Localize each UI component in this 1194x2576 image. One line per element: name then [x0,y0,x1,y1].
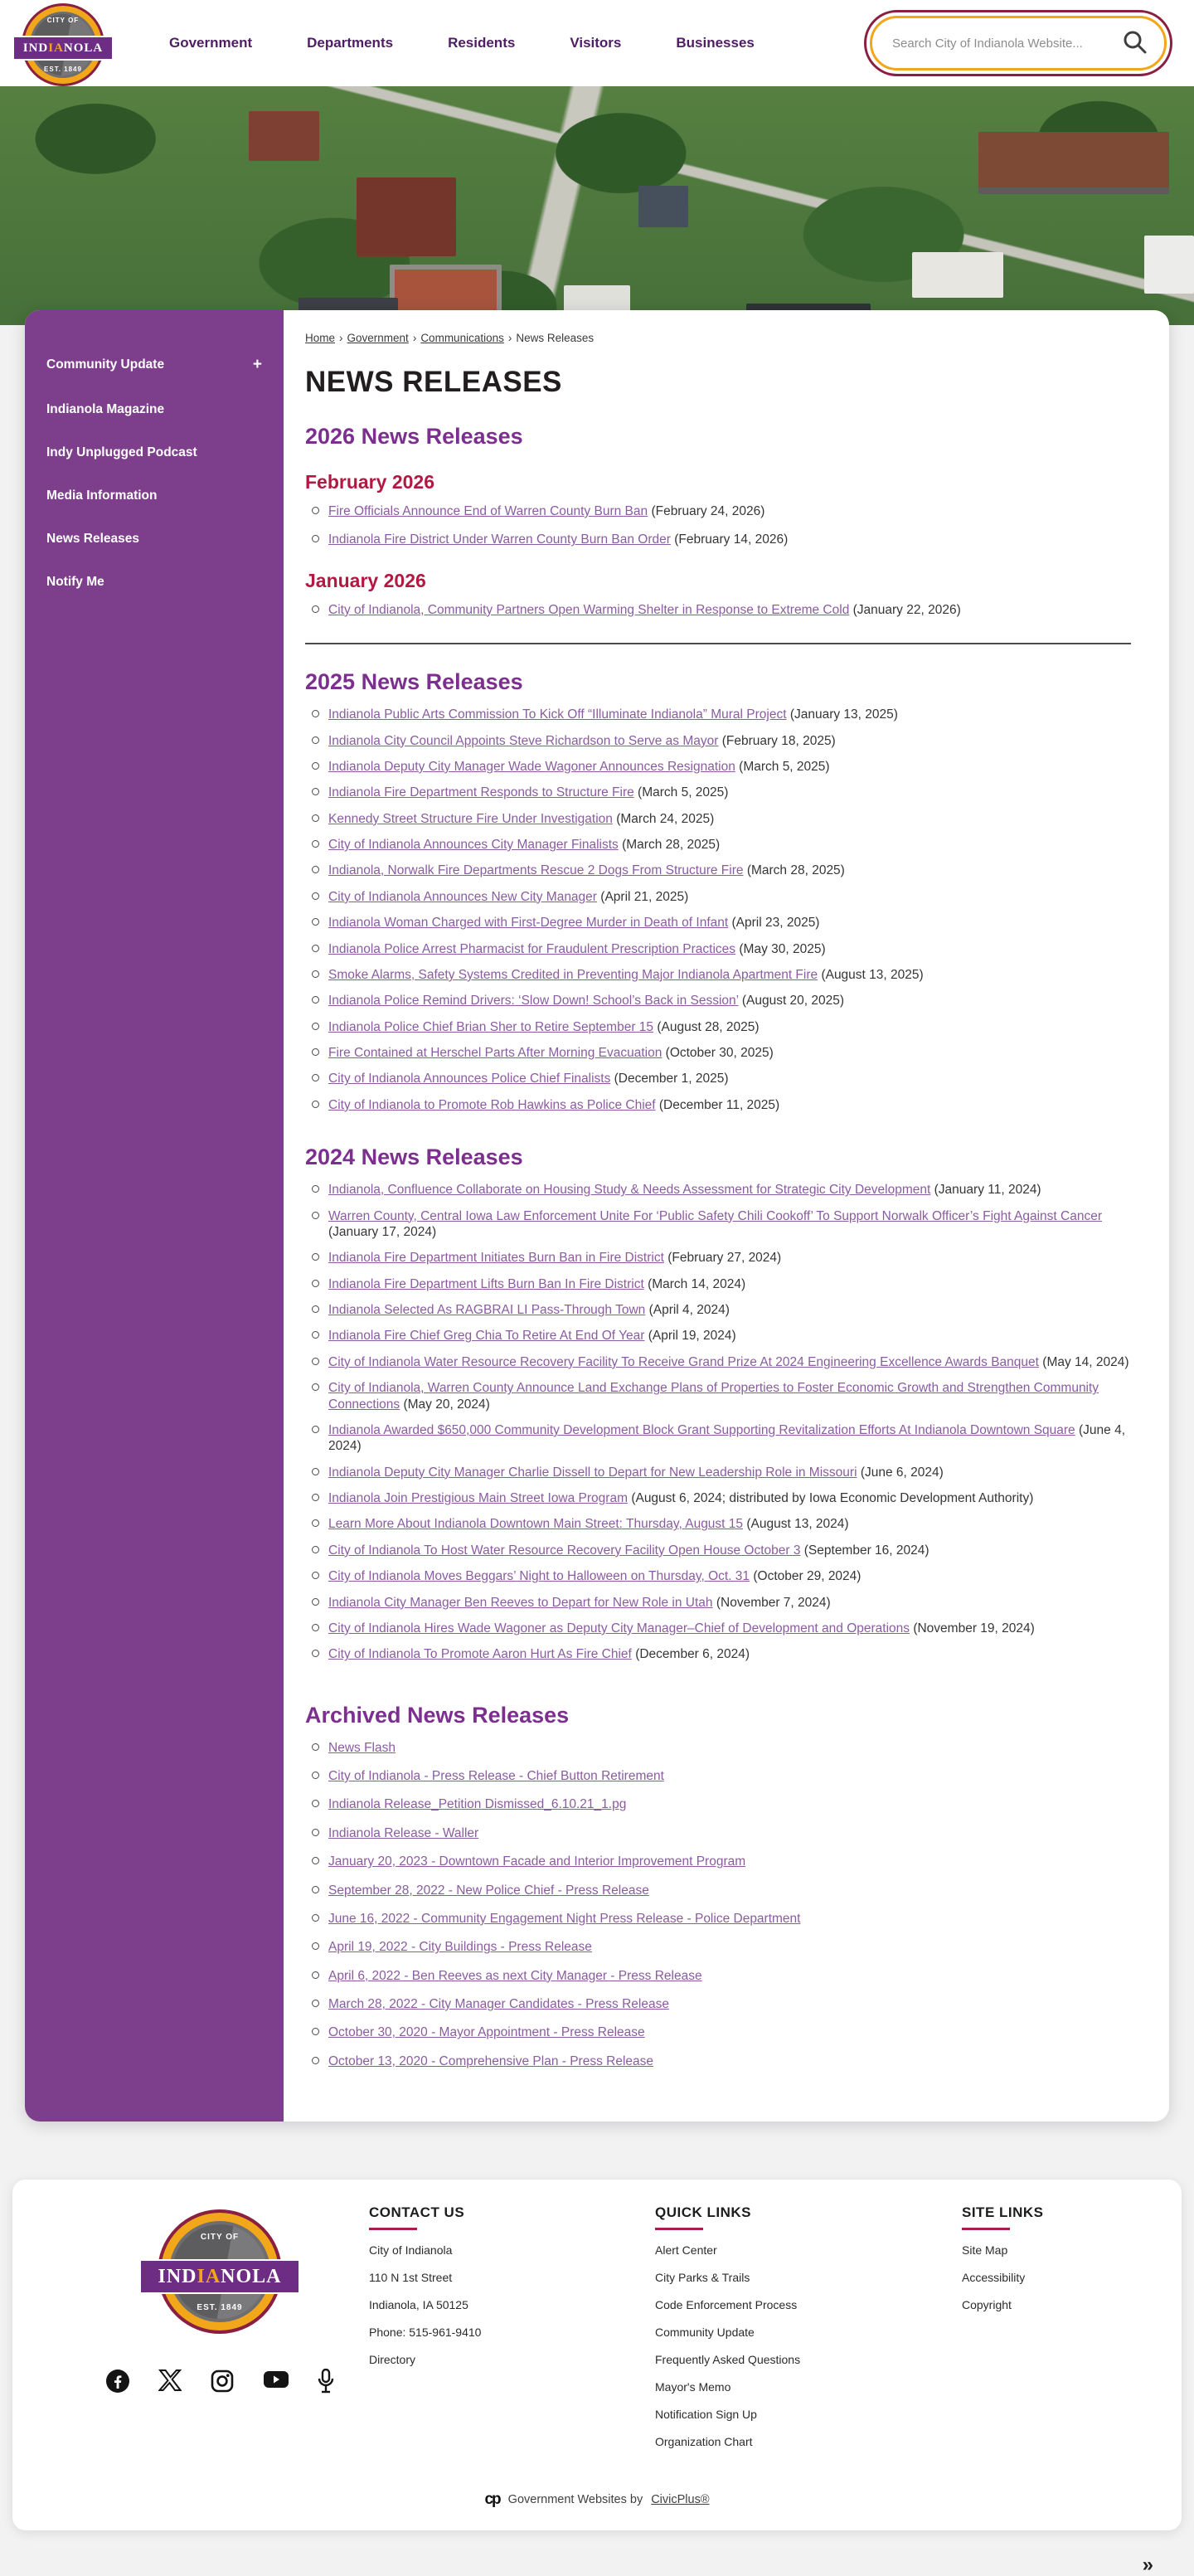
news-item [305,2054,1131,2069]
contact-line: City of Indianola [369,2243,453,2258]
footer-quick-links [655,2204,887,2462]
sidebar-item[interactable] [25,561,284,604]
news-item [305,707,1131,722]
nav-item[interactable]: Visitors [570,35,622,51]
news-item [305,1276,1131,1292]
heading-accent [655,2228,703,2230]
news-item [305,1595,1131,1611]
news-link[interactable]: City of Indianola To Host Water Resource Recovery Facility Open House October 3 [328,1543,801,1558]
news-link[interactable]: Indianola City Council Appoints Steve Richardson to Serve as Mayor [328,733,719,748]
section-heading-2026: 2026 News Releases [305,424,523,449]
news-item [305,889,1131,905]
news-item [305,1328,1131,1344]
news-date: (December 6, 2024) [635,1647,750,1662]
microphone-icon[interactable] [318,2369,334,2394]
news-date: (January 13, 2025) [789,707,898,722]
news-date: (March 5, 2025) [739,759,830,774]
section-divider [305,643,1131,644]
news-link[interactable]: Kennedy Street Structure Fire Under Investigation [328,811,613,826]
breadcrumb: Home › Government › Communications › News Releases [305,332,595,344]
civicplus-link[interactable]: CivicPlus® [651,2493,710,2507]
news-item [305,1883,1131,1898]
news-link[interactable]: City of Indianola Moves Beggars’ Night to Halloween on Thursday, Oct. 31 [328,1569,750,1584]
news-link[interactable]: City of Indianola Hires Wade Wagoner as Deputy City Manager–Chief of Development and Operations [328,1621,910,1636]
quick-link[interactable]: Code Enforcement Process [655,2298,798,2312]
news-link[interactable]: September 28, 2022 - New Police Chief - Press Release [328,1883,649,1898]
news-date: (September 16, 2024) [803,1543,929,1558]
news-item [305,1490,1131,1506]
news-link[interactable]: City of Indianola, Warren County Announce Land Exchange Plans of Properties to Foster Economic Growth and Strengthen Community Connections [328,1381,1099,1412]
news-item [305,1354,1131,1370]
news-link[interactable]: Indianola Fire Department Lifts Burn Ban In Fire District [328,1276,644,1291]
news-item [305,863,1131,878]
news-date: (March 28, 2025) [622,838,721,852]
footer-contact [369,2204,580,2462]
breadcrumb-communications[interactable]: Communications [420,332,504,344]
quick-link[interactable]: Community Update [655,2326,755,2340]
heading-accent [962,2228,1010,2230]
contact-line: Phone: 515-961-9410 [369,2326,482,2340]
footer-card [12,2180,1182,2530]
footer-city-logo[interactable] [158,2209,282,2334]
content-card [25,310,1169,2122]
news-date: (February 14, 2026) [674,532,789,547]
news-date: (February 27, 2024) [667,1251,782,1266]
site-link[interactable]: Site Map [962,2243,1008,2258]
month-heading-january-2026: January 2026 [305,569,426,591]
news-link[interactable]: City of Indianola Announces City Manager Finalists [328,838,619,852]
nav-item[interactable]: Businesses [676,35,755,51]
news-link[interactable]: Smoke Alarms, Safety Systems Credited in Preventing Major Indianola Apartment Fire [328,967,818,982]
sidebar-item[interactable] [25,431,284,474]
news-list-january-2026 [305,602,1131,618]
news-item [305,1768,1131,1784]
nav-item[interactable]: Government [169,35,253,51]
news-item [305,1911,1131,1927]
heading-accent [369,2228,417,2230]
news-item [305,1380,1131,1412]
sidebar-item[interactable] [25,342,284,388]
news-item [305,1302,1131,1318]
news-link[interactable]: News Flash [328,1740,396,1755]
news-link[interactable]: Learn More About Indianola Downtown Main Street: Thursday, August 15 [328,1517,744,1532]
quick-link[interactable]: Mayor's Memo [655,2380,731,2394]
news-link[interactable]: City of Indianola to Promote Rob Hawkins as Police Chief [328,1097,656,1112]
news-date: (April 4, 2024) [648,1303,730,1317]
news-link[interactable]: Fire Contained at Herschel Parts After Morning Evacuation [328,1046,663,1060]
news-link[interactable]: Indianola Release - Waller [328,1825,479,1840]
news-list-2025 [305,707,1131,1113]
breadcrumb-home[interactable]: Home [305,332,336,344]
news-date: (August 13, 2025) [821,967,924,982]
news-date: (August 28, 2025) [657,1019,760,1034]
news-item [305,1543,1131,1558]
news-date: (October 29, 2024) [753,1569,862,1584]
month-heading-february-2026: February 2026 [305,471,434,493]
news-link[interactable]: October 13, 2020 - Comprehensive Plan - Press Release [328,2054,654,2068]
news-date: (March 24, 2025) [616,811,715,826]
news-item [305,1740,1131,1756]
breadcrumb-government[interactable]: Government [347,332,409,344]
news-item [305,811,1131,827]
news-link[interactable]: Warren County, Central Iowa Law Enforcement Unite For ‘Public Safety Chili Cookoff’ To Support Norwalk Officer’s Fight Against Cancer [328,1208,1102,1223]
news-date: (May 14, 2024) [1042,1354,1129,1369]
news-link[interactable]: Indianola Selected As RAGBRAI LI Pass-Through Town [328,1303,646,1317]
news-item [305,1097,1131,1113]
news-link[interactable]: April 6, 2022 - Ben Reeves as next City Manager - Press Release [328,1968,702,1983]
civicplus-text: Government Websites by [507,2493,643,2507]
news-link[interactable]: Indianola City Manager Ben Reeves to Depart for New Role in Utah [328,1595,713,1610]
news-item [305,1208,1131,1241]
contact-line: 110 N 1st Street [369,2271,453,2285]
news-item [305,1465,1131,1480]
news-date: (February 18, 2025) [721,733,836,748]
logo-banner: IND IA NOLA [12,36,114,61]
quick-link[interactable]: Alert Center [655,2243,717,2258]
expand-plus-icon[interactable]: + [252,356,262,373]
page-title: NEWS RELEASES [305,366,562,398]
news-date: (March 14, 2024) [648,1276,746,1291]
news-item [305,993,1131,1009]
section-heading-2025: 2025 News Releases [305,669,523,695]
news-date: (January 22, 2026) [852,602,961,617]
news-link[interactable]: City of Indianola Announces New City Manager [328,889,597,904]
site-link[interactable]: Copyright [962,2298,1012,2312]
news-link[interactable]: Indianola Police Remind Drivers: ‘Slow Down! School’s Back in Session’ [328,994,739,1009]
sidebar-item-label: Community Update [46,357,165,372]
news-item [305,1045,1131,1061]
news-item [305,1939,1131,1955]
news-item [305,915,1131,931]
news-date: (February 24, 2026) [651,504,765,518]
breadcrumb-current: News Releases [516,332,595,344]
news-link[interactable]: Indianola Public Arts Commission To Kick Off “Illuminate Indianola” Mural Project [328,707,787,722]
news-date: (December 1, 2025) [614,1072,729,1086]
quick-link[interactable]: Organization Chart [655,2435,753,2449]
news-link[interactable]: June 16, 2022 - Community Engagement Night Press Release - Police Department [328,1911,801,1926]
sidebar-item[interactable] [25,518,284,561]
news-date: (May 30, 2025) [739,941,826,956]
news-date: (March 28, 2025) [746,863,845,878]
city-logo[interactable] [22,3,104,86]
sidebar-nav [25,310,284,2122]
news-item [305,1621,1131,1636]
news-link[interactable]: Indianola Awarded $650,000 Community Development Block Grant Supporting Revitalization Efforts At Indianola Downtown Square [328,1422,1075,1437]
news-link[interactable]: Indianola Fire Department Responds to Structure Fire [328,785,634,800]
news-item [305,1182,1131,1198]
news-date: (January 17, 2024) [328,1224,437,1239]
news-date: (October 30, 2025) [665,1046,774,1060]
news-item [305,1996,1131,2012]
news-item [305,2024,1131,2040]
site-search [864,10,1172,76]
news-link[interactable]: Indianola Fire Department Initiates Burn Ban in Fire District [328,1251,664,1266]
double-chevron-icon[interactable]: » [1142,2554,1153,2576]
contact-line: Indianola, IA 50125 [369,2298,468,2312]
news-date: (August 20, 2025) [741,994,845,1009]
news-date: (November 19, 2024) [913,1621,1035,1636]
news-item [305,941,1131,957]
news-item [305,1854,1131,1869]
quick-link[interactable]: Notification Sign Up [655,2408,757,2422]
news-link[interactable]: City of Indianola Announces Police Chief Finalists [328,1072,611,1086]
news-date: (August 13, 2024) [746,1517,849,1532]
quick-link[interactable]: Frequently Asked Questions [655,2353,801,2367]
news-link[interactable]: April 19, 2022 - City Buildings - Press Release [328,1940,592,1955]
news-date: (March 5, 2025) [638,785,729,800]
news-item [305,503,1131,519]
news-link[interactable]: City of Indianola Water Resource Recovery Facility To Receive Grand Prize At 2024 Engineering Excellence Awards Banquet [328,1354,1039,1369]
logo-banner: IND IA NOLA [139,2259,300,2294]
news-link[interactable]: Indianola Police Arrest Pharmacist for Fraudulent Prescription Practices [328,941,736,956]
facebook-icon[interactable] [105,2369,130,2394]
news-link[interactable]: March 28, 2022 - City Manager Candidates - Press Release [328,1997,669,2011]
news-date: (June 4, 2024) [328,1422,1126,1454]
x-twitter-icon[interactable] [158,2369,182,2394]
news-item [305,733,1131,749]
news-date: (April 19, 2024) [648,1329,736,1344]
civicplus-row [70,2491,1124,2509]
news-link[interactable]: Indianola Police Chief Brian Sher to Retire September 15 [328,1019,654,1034]
site-header [0,0,1194,86]
youtube-icon[interactable] [263,2369,289,2394]
social-links [105,2369,334,2394]
news-date: (August 6, 2024; distributed by Iowa Economic Development Authority) [631,1491,1034,1505]
news-date: (April 21, 2025) [600,889,689,904]
news-link[interactable]: Indianola, Norwalk Fire Departments Rescue 2 Dogs From Structure Fire [328,863,744,878]
news-list-archived [305,1740,1131,2070]
news-item [305,785,1131,800]
quick-link[interactable]: City Parks & Trails [655,2271,750,2285]
news-item [305,1646,1131,1662]
main-nav [169,35,755,51]
news-date: (November 7, 2024) [716,1595,831,1610]
news-link[interactable]: Indianola, Confluence Collaborate on Housing Study & Needs Assessment for Strategic City Development [328,1183,931,1198]
news-link[interactable]: Indianola Fire District Under Warren County Burn Ban Order [328,532,671,547]
news-item [305,532,1131,547]
sidebar-item-label: Indianola Magazine [46,402,165,416]
news-date: (May 20, 2024) [403,1397,490,1412]
news-item [305,1250,1131,1266]
section-heading-2024: 2024 News Releases [305,1145,523,1170]
news-item [305,1968,1131,1984]
news-date: (January 11, 2024) [934,1183,1041,1198]
news-link[interactable]: Indianola Deputy City Manager Wade Wagoner Announces Resignation [328,759,735,774]
site-links-heading: SITE LINKS [962,2204,1044,2221]
sidebar-item-label: News Releases [46,532,140,546]
logo-est-text: EST. 1849 [197,2303,243,2313]
news-list-february-2026 [305,503,1131,548]
sidebar-item-label: Indy Unplugged Podcast [46,445,197,459]
sidebar-item[interactable] [25,388,284,431]
sidebar-item-label: Media Information [46,488,158,503]
news-item [305,967,1131,983]
contact-heading: CONTACT US [369,2204,465,2221]
news-link[interactable]: Indianola Deputy City Manager Charlie Dissell to Depart for New Leadership Role in Missouri [328,1465,857,1480]
news-list-2024 [305,1182,1131,1663]
civicplus-logo-icon: cp [484,2491,500,2509]
nav-item[interactable]: Residents [448,35,516,51]
news-link[interactable]: City of Indianola - Press Release - Chief Button Retirement [328,1769,664,1783]
directory-link[interactable]: Directory [369,2353,416,2367]
logo-city-of-text: CITY OF [200,2233,240,2243]
news-link[interactable]: Fire Officials Announce End of Warren County Burn Ban [328,504,648,518]
nav-item[interactable]: Departments [307,35,394,51]
news-date: (December 11, 2025) [658,1097,780,1112]
news-link[interactable]: October 30, 2020 - Mayor Appointment - Press Release [328,2025,645,2040]
news-item [305,759,1131,775]
news-item [305,1796,1131,1812]
main-content [284,310,1169,2122]
news-link[interactable]: January 20, 2023 - Downtown Facade and Interior Improvement Program [328,1854,746,1869]
section-heading-archived: Archived News Releases [305,1702,570,1728]
quick-links-heading: QUICK LINKS [655,2204,751,2221]
news-item [305,837,1131,853]
news-link[interactable]: Indianola Release_Petition Dismissed_6.10.21_1.pg [328,1797,627,1812]
news-item [305,602,1131,618]
logo-est-text: EST. 1849 [44,66,82,73]
news-item [305,1825,1131,1841]
news-link[interactable]: City of Indianola, Community Partners Open Warming Shelter in Response to Extreme Cold [328,602,850,617]
news-link[interactable]: Indianola Join Prestigious Main Street Iowa Program [328,1491,628,1505]
news-item [305,1019,1131,1035]
bottom-bar [12,2530,1182,2575]
news-item [305,1422,1131,1455]
news-link[interactable]: Indianola Fire Chief Greg Chia To Retire At End Of Year [328,1329,645,1344]
news-item [305,1071,1131,1086]
sidebar-item[interactable] [25,474,284,518]
news-item [305,1516,1131,1532]
hero-image [0,86,1194,325]
footer-site-links [962,2204,1044,2462]
search-input[interactable] [892,36,1121,51]
news-date: (June 6, 2024) [860,1465,944,1480]
logo-city-of-text: CITY OF [46,17,80,24]
news-date: (April 23, 2025) [731,916,820,931]
news-link[interactable]: City of Indianola To Promote Aaron Hurt As Fire Chief [328,1647,632,1662]
site-link[interactable]: Accessibility [962,2271,1026,2285]
news-link[interactable]: Indianola Woman Charged with First-Degree Murder in Death of Infant [328,916,729,931]
instagram-icon[interactable] [210,2369,235,2394]
footer-zone [0,2122,1194,2575]
search-icon[interactable] [1121,29,1149,57]
news-item [305,1568,1131,1584]
sidebar-item-label: Notify Me [46,575,104,589]
